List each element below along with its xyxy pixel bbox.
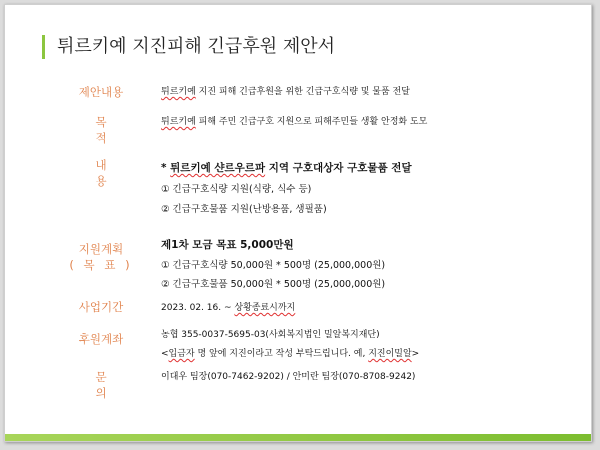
label-plan — [63, 241, 139, 273]
spell-word: 지진이밀알 — [368, 349, 412, 359]
contact-text: 이대우 팀장(070-7462-9202) / 안미란 팀장(070-8708-9242) — [161, 372, 416, 382]
label-purpose: 목 적 — [95, 115, 129, 145]
slide — [4, 4, 592, 442]
bracket-open: < — [161, 349, 169, 359]
bracket-close: > — [411, 349, 420, 359]
purpose-rest: 피해 주민 긴급구호 지원으로 피해주민들 생활 안정화 도모 — [195, 117, 428, 127]
content-line-2: ① 긴급구호식량 지원(식량, 식수 등) — [161, 184, 312, 195]
spell-word: 튀르키예 — [161, 87, 196, 97]
plan-line-3: ② 긴급구호물품 50,000원 * 500명 (25,000,000원) — [161, 279, 386, 290]
proposal-rest: 지진 피해 긴급후원을 위한 긴급구호식량 및 물품 전달 — [195, 87, 410, 97]
title-accent-bar — [42, 35, 45, 59]
label-content: 내 용 — [95, 158, 129, 188]
period-date: 2023. 02. 16. ~ — [161, 303, 235, 313]
label-proposal: 제안내용 — [78, 85, 124, 99]
account-line-2-middle: 명 앞에 지진이라고 작성 부탁드립니다. 예, — [194, 349, 369, 359]
content-line-3: ② 긴급구호물품 지원(난방용품, 생필품) — [161, 204, 327, 215]
label-contact: 문 의 — [95, 370, 129, 400]
plan-line-2: ① 긴급구호식량 50,000원 * 500명 (25,000,000원) — [161, 260, 386, 271]
account-line-2 — [161, 347, 419, 361]
content-line-1 — [161, 161, 412, 175]
spell-word: 튀르키예 샨르우르파 — [170, 162, 266, 174]
content-line-1-rest: 지역 구호대상자 구호물품 전달 — [265, 162, 412, 174]
label-period: 사업기간 — [78, 300, 124, 314]
bullet: * — [161, 162, 171, 174]
purpose-text — [161, 115, 427, 129]
label-plan-line2: ( 목 표 ) — [69, 258, 133, 272]
bottom-accent-bar — [5, 434, 591, 441]
spell-word: 상황종료시까지 — [234, 303, 296, 313]
proposal-text — [161, 85, 410, 99]
spell-word: 튀르키예 — [161, 117, 196, 127]
period-text — [161, 301, 295, 315]
label-account: 후원계좌 — [78, 332, 124, 346]
label-plan-line1: 지원계획 — [78, 242, 124, 256]
slide-title: 튀르키예 지진피해 긴급후원 제안서 — [57, 36, 335, 57]
account-line-1: 농협 355-0037-5695-03(사회복지법인 밀알복지재단) — [161, 330, 380, 340]
spell-word: 입금자 — [168, 349, 195, 359]
plan-line-1: 제1차 모금 목표 5,000만원 — [161, 239, 294, 251]
